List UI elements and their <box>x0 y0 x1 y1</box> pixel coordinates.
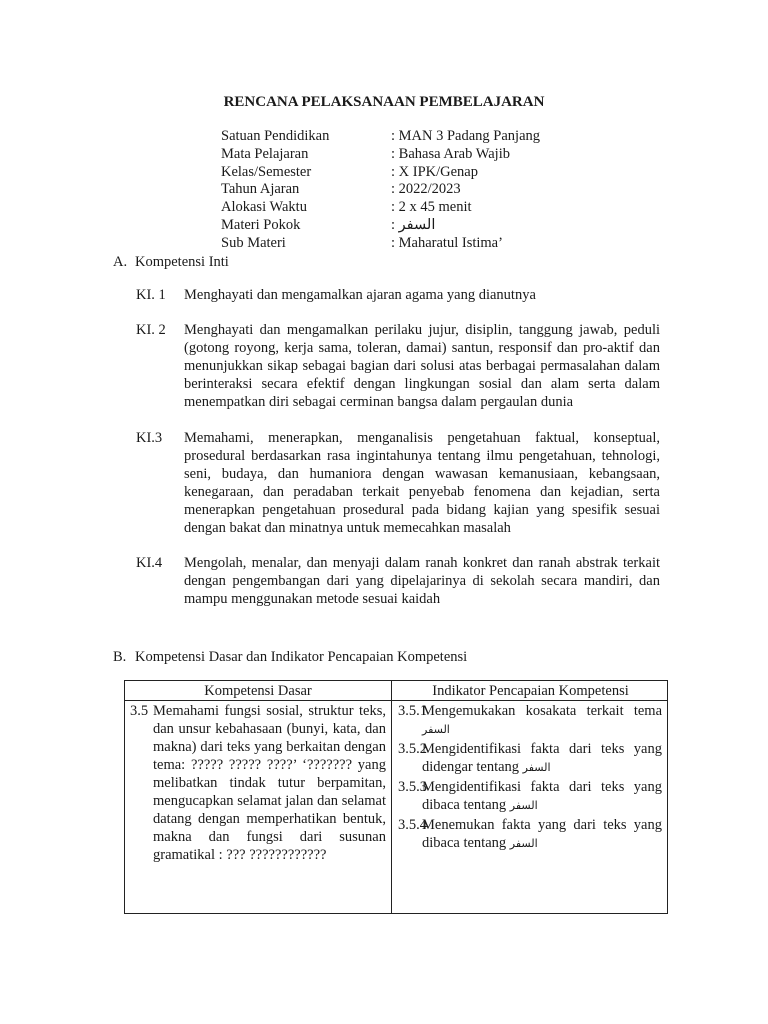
ipk-text: Mengidentifikasi fakta dari teks yang didengar tentang <box>422 741 662 775</box>
info-value: : 2022/2023 <box>391 181 461 198</box>
ipk-item <box>398 702 662 739</box>
ki-text: Menghayati dan mengamalkan ajaran agama yang dianutnya <box>184 287 536 303</box>
ki-code: KI. 1 <box>136 287 166 303</box>
ki-code: KI.4 <box>136 555 163 571</box>
ki-text: Menghayati dan mengamalkan perilaku jujur, disiplin, tanggung jawab, peduli (gotong royong, kerja sama, toleran, damai) santun, responsif dan pro-aktif dan menunjukkan sikap sebagai bagian dari solusi atas berbagai permasalahan dalam berinteraksi secara efektif dengan lingkungan sosial dan alam serta dalam menempatkan diri sebagai cerminan bangsa dalam pergaulan dunia <box>184 322 660 410</box>
ipk-arabic-term: السفر <box>509 837 538 850</box>
ipk-item <box>398 778 662 815</box>
info-label: Tahun Ajaran <box>221 181 300 198</box>
section-title: Kompetensi Dasar dan Indikator Pencapaian Kompetensi <box>135 649 468 665</box>
info-value: : السفر <box>391 216 436 233</box>
table-header-ipk: Indikator Pencapaian Kompetensi <box>432 683 629 699</box>
ipk-arabic-term: السفر <box>422 723 450 736</box>
info-label: Kelas/Semester <box>221 163 312 180</box>
ipk-text: Menemukan fakta yang dari teks yang dibaca tentang <box>422 817 662 851</box>
section-title: Kompetensi Inti <box>135 254 229 270</box>
ipk-text: Mengidentifikasi fakta dari teks yang dibaca tentang <box>422 779 662 813</box>
section-a-heading <box>113 253 229 271</box>
kd-number: 3.5 <box>130 703 149 719</box>
kd-item <box>130 702 386 864</box>
ipk-number: 3.5.3 <box>398 779 427 795</box>
ki-code: KI.3 <box>136 430 163 446</box>
info-label: Alokasi Waktu <box>221 199 307 216</box>
ipk-number: 3.5.1 <box>398 703 427 719</box>
ipk-arabic-term: السفر <box>509 799 538 812</box>
section-letter: A. <box>113 254 128 270</box>
info-label: Materi Pokok <box>221 216 301 233</box>
info-value: : Bahasa Arab Wajib <box>391 145 510 162</box>
ki-text: Mengolah, menalar, dan menyaji dalam ranah konkret dan ranah abstrak terkait dengan pengembangan dari yang dipelajarinya di sekolah secara mandiri, dan mampu menggunakan metode sesuai kaidah <box>184 555 660 607</box>
document-title: RENCANA PELAKSANAAN PEMBELAJARAN <box>223 94 545 110</box>
info-value: : 2 x 45 menit <box>391 199 472 216</box>
kd-cell <box>130 702 386 864</box>
info-label: Mata Pelajaran <box>221 145 309 162</box>
info-label: Sub Materi <box>221 234 286 251</box>
ipk-item <box>398 740 662 777</box>
kd-text: Memahami fungsi sosial, struktur teks, dan unsur kebahasaan (bunyi, kata, dan makna) dari teks yang berkaitan dengan tema: ????? ????? ????’ ‘??????? yang melibatkan tindak tutur berpamitan, mengucapkan selamat jalan dan selamat datang dengan memperhatikan bentuk, makna dan fungsi dari susunan gramatikal : ??? ???????????? <box>153 703 386 863</box>
info-value: : MAN 3 Padang Panjang <box>391 128 541 144</box>
ki-code: KI. 2 <box>136 322 166 338</box>
info-value: : X IPK/Genap <box>391 163 478 180</box>
section-letter: B. <box>113 649 127 665</box>
ki-text: Memahami, menerapkan, menganalisis pengetahuan faktual, konseptual, prosedural berdasarkan rasa ingintahunya tentang ilmu pengetahuan, tehnologi, seni, budaya, dan humaniora dengan wawasan kemanusiaan, kebangsaan, kenegaraan, dan peradaban terkait penyebab fenomena dan kejadian, serta menerapkan pengetahuan prosedural pada bidang kajian yang spesifik sesuai dengan bakat dan minatnya untuk memecahkan masalah <box>184 430 660 536</box>
info-label: Satuan Pendidikan <box>221 128 330 144</box>
kd-table <box>124 680 668 914</box>
table-header-kd: Kompetensi Dasar <box>204 683 312 699</box>
column-divider <box>391 681 392 913</box>
ipk-arabic-term: السفر <box>522 761 551 774</box>
table-header-row <box>125 681 667 701</box>
info-value: : Maharatul Istima’ <box>391 234 503 251</box>
section-b-heading <box>113 648 467 666</box>
ipk-cell <box>398 702 662 854</box>
ipk-text: Mengemukakan kosakata terkait tema <box>422 703 662 719</box>
ipk-number: 3.5.2 <box>398 741 427 757</box>
ipk-item <box>398 816 662 853</box>
ipk-number: 3.5.4 <box>398 817 427 833</box>
